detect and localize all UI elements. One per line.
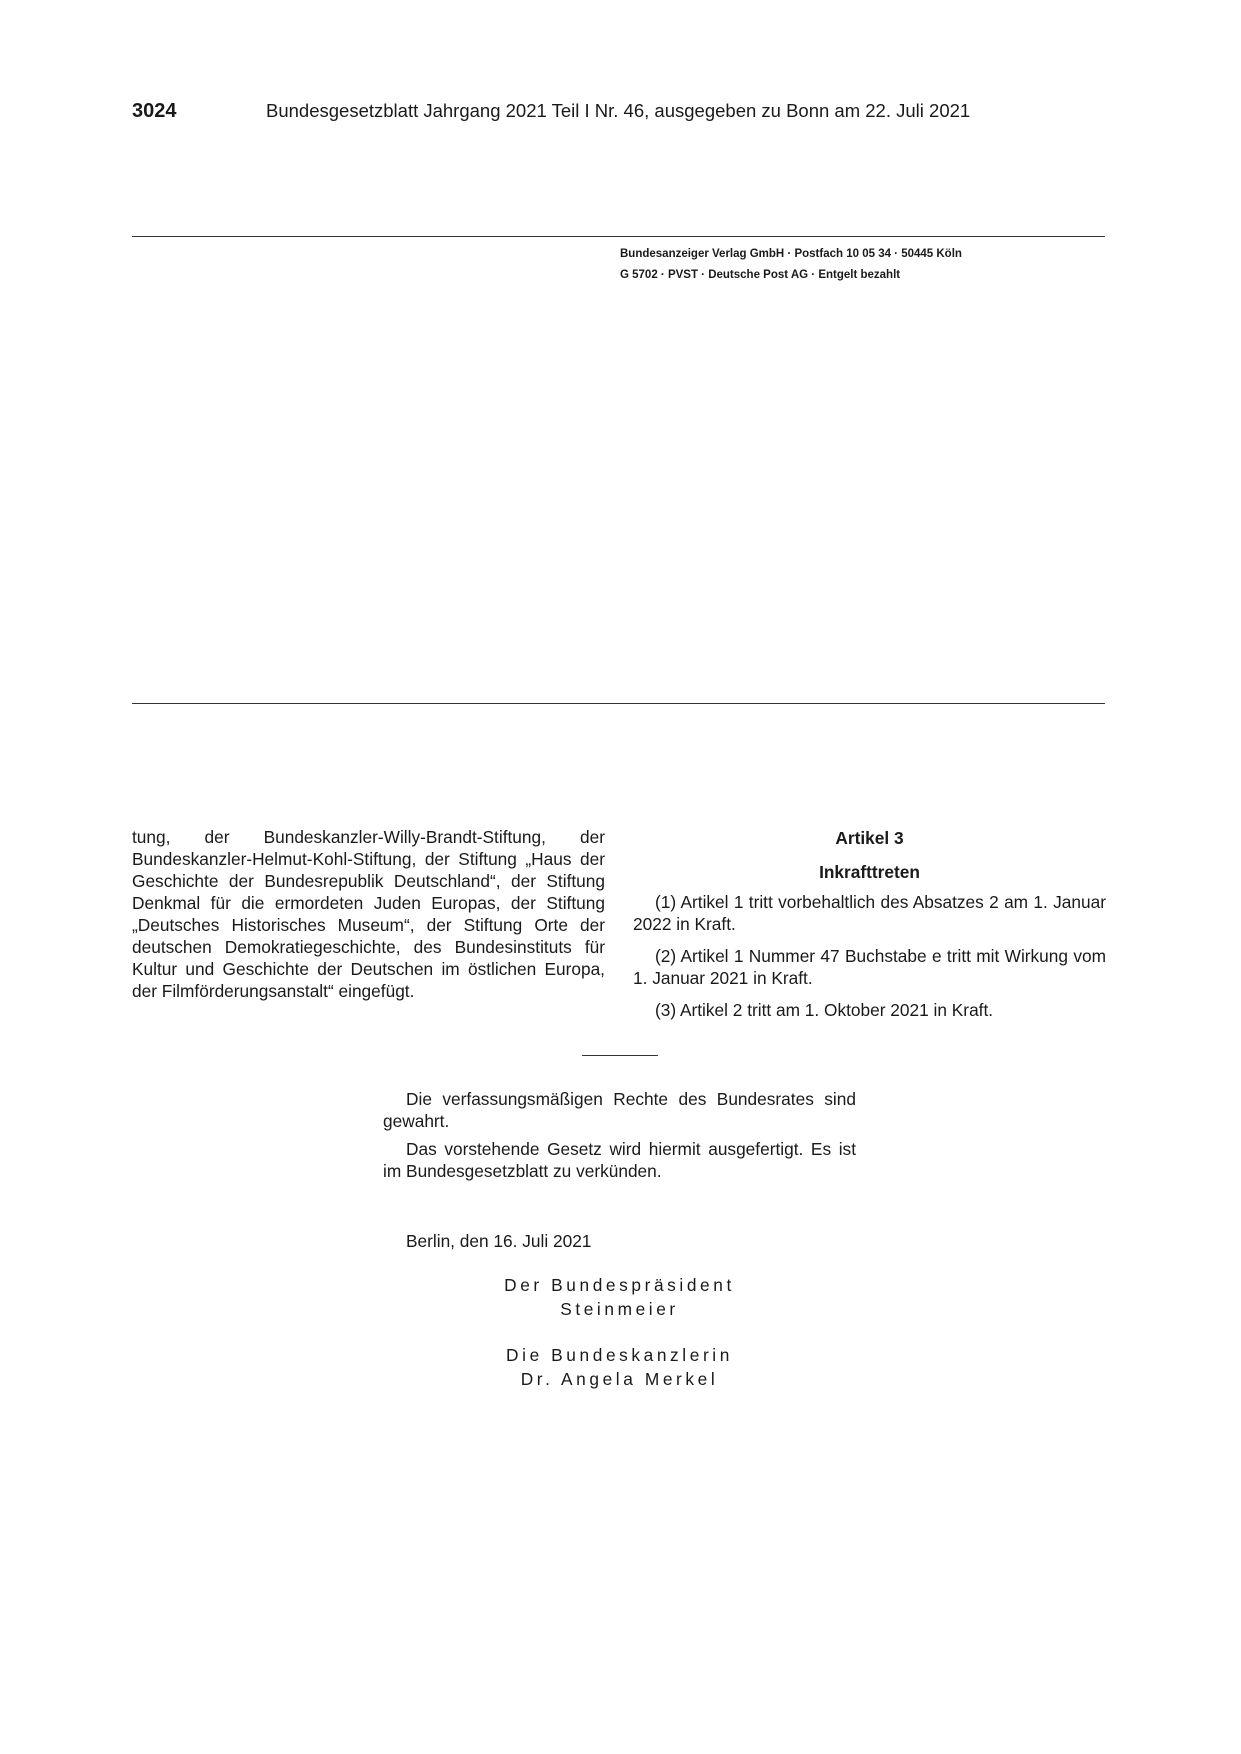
article-paragraph-1: (1) Artikel 1 tritt vorbehaltlich des Absatzes 2 am 1. Januar 2022 in Kraft. [633, 892, 1106, 934]
article-3 [633, 827, 1106, 1031]
article-paragraph-3: (3) Artikel 2 tritt am 1. Oktober 2021 in Kraft. [655, 1000, 994, 1020]
article-subtitle: Inkrafttreten [819, 862, 920, 882]
closing-block [383, 1088, 856, 1188]
signature-name: Steinmeier [560, 1299, 679, 1319]
signature-bundespraesident [383, 1273, 856, 1321]
section-divider [582, 1055, 658, 1056]
closing-paragraph-bundesrat: Die verfassungsmäßigen Rechte des Bundesrates sind gewahrt. [383, 1089, 856, 1131]
article-title: Artikel 3 [835, 828, 904, 848]
page-number: 3024 [132, 100, 177, 122]
left-column [132, 826, 605, 1002]
publisher-block [620, 244, 962, 286]
running-head: Bundesgesetzblatt Jahrgang 2021 Teil I Nr. 46, ausgegeben zu Bonn am 22. Juli 2021 [266, 100, 971, 121]
signature-office: Die Bundeskanzlerin [506, 1345, 733, 1365]
signature-name: Dr. Angela Merkel [520, 1369, 719, 1389]
place-date: Berlin, den 16. Juli 2021 [406, 1231, 592, 1251]
top-rule [132, 236, 1105, 237]
closing-paragraph-ausfertigung: Das vorstehende Gesetz wird hiermit ausgefertigt. Es ist im Bundesgesetzblatt zu verkünden. [383, 1139, 856, 1181]
publisher-line-postage: G 5702 · PVST · Deutsche Post AG · Entgelt bezahlt [620, 269, 901, 281]
article-paragraph-2: (2) Artikel 1 Nummer 47 Buchstabe e tritt mit Wirkung vom 1. Januar 2021 in Kraft. [633, 946, 1106, 988]
signature-office: Der Bundespräsident [504, 1275, 735, 1295]
publisher-line-address: Bundesanzeiger Verlag GmbH · Postfach 10 05 34 · 50445 Köln [620, 248, 962, 260]
signature-bundeskanzlerin [383, 1343, 856, 1391]
left-column-text: tung, der Bundeskanzler-Willy-Brandt-Stiftung, der Bundeskanzler-Helmut-Kohl-Stiftung, der Stiftung „Haus der Geschichte der Bundesrepublik Deutschland“, der Stiftung Denkmal für die ermordeten Juden Europas, der Stiftung „Deutsches Historisches Museum“, der Stiftung Orte der deutschen Demokratiegeschichte, des Bundesinstituts für Kultur und Geschichte der Deutschen im östlichen Europa, der Filmförderungsanstalt“ eingefügt. [132, 827, 605, 1001]
middle-rule [132, 703, 1105, 704]
